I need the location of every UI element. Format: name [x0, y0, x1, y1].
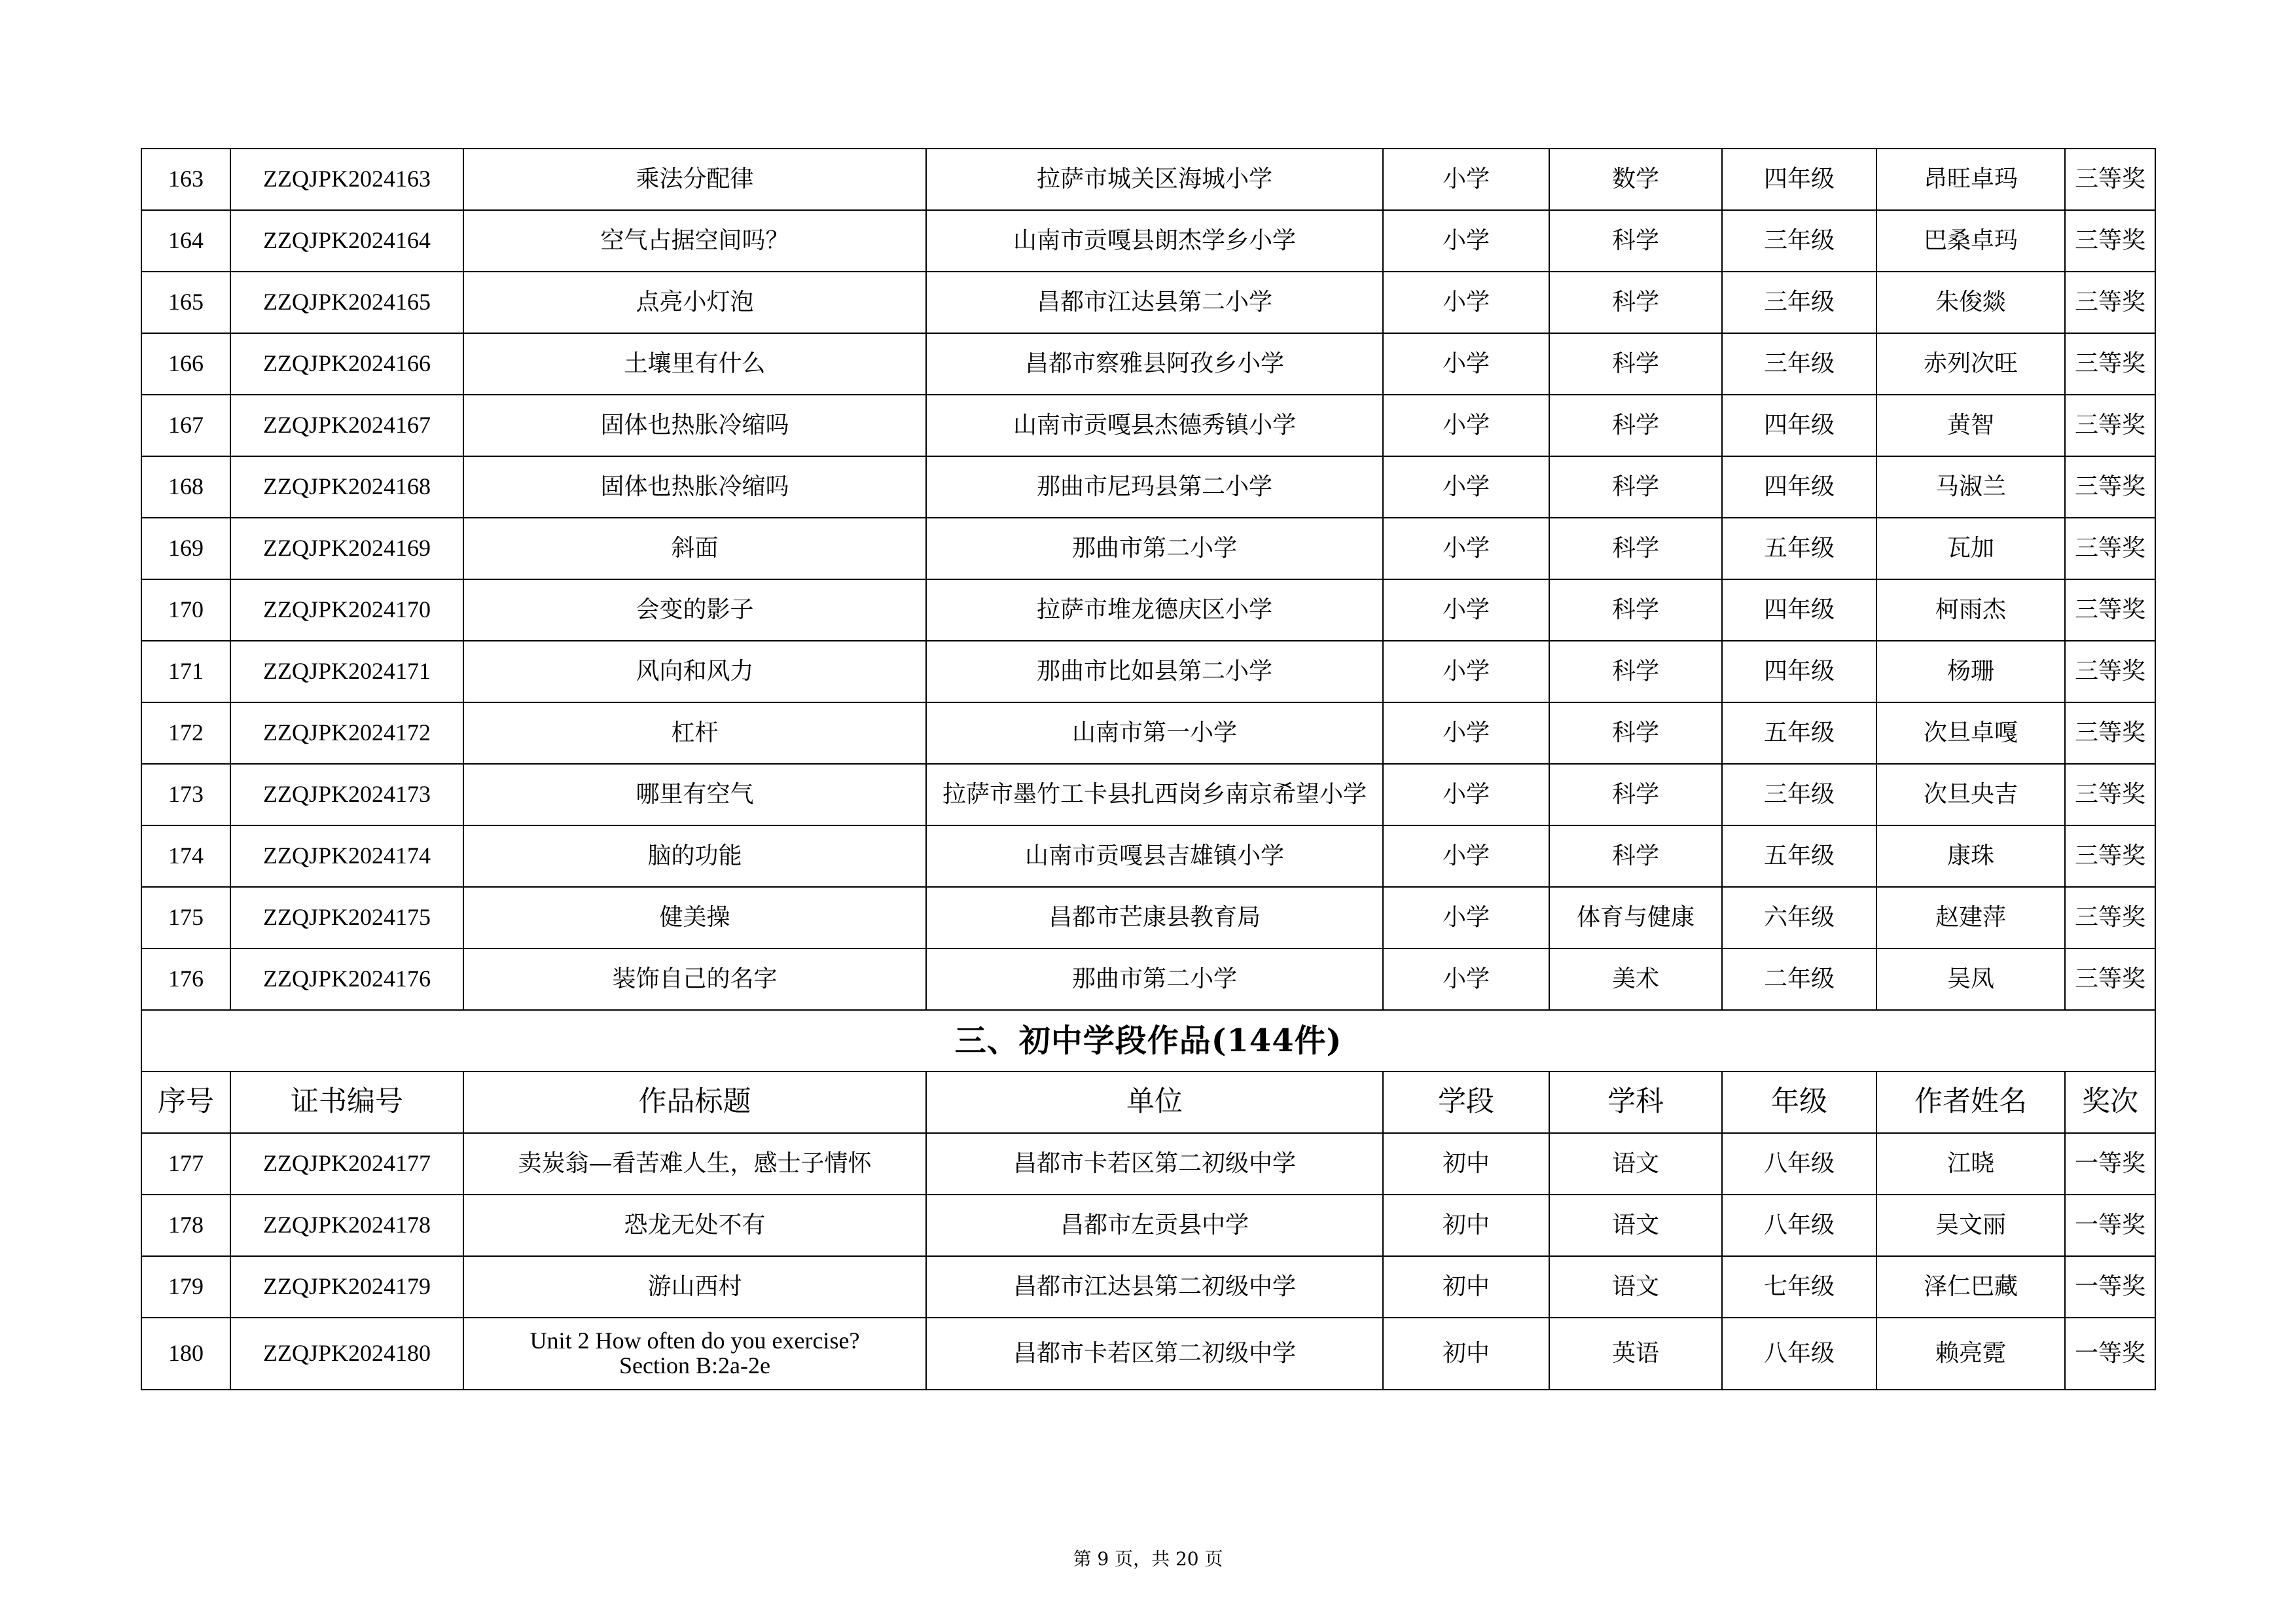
cell-no: 164 [141, 210, 230, 272]
cell-cert: ZZQJPK2024178 [230, 1195, 463, 1256]
cell-stage: 小学 [1383, 518, 1549, 579]
cell-award: 三等奖 [2065, 333, 2155, 395]
cell-grade: 四年级 [1722, 149, 1876, 210]
cell-no: 174 [141, 825, 230, 887]
table-row [141, 948, 2155, 1010]
cell-author: 赖亮霓 [1876, 1318, 2065, 1390]
table-row [141, 641, 2155, 702]
cell-grade: 三年级 [1722, 272, 1876, 333]
cell-award: 三等奖 [2065, 641, 2155, 702]
cell-cert: ZZQJPK2024167 [230, 395, 463, 456]
cell-unit: 那曲市比如县第二小学 [926, 641, 1383, 702]
table-row [141, 210, 2155, 272]
cell-stage: 小学 [1383, 948, 1549, 1010]
cell-stage: 小学 [1383, 333, 1549, 395]
header-award: 奖次 [2065, 1072, 2155, 1133]
cell-cert: ZZQJPK2024169 [230, 518, 463, 579]
cell-no: 168 [141, 456, 230, 518]
cell-cert: ZZQJPK2024175 [230, 887, 463, 948]
cell-title: 恐龙无处不有 [463, 1195, 926, 1256]
cell-unit: 山南市第一小学 [926, 702, 1383, 764]
cell-title: 风向和风力 [463, 641, 926, 702]
cell-grade: 三年级 [1722, 764, 1876, 825]
cell-unit: 拉萨市城关区海城小学 [926, 149, 1383, 210]
cell-no: 180 [141, 1318, 230, 1390]
header-author: 作者姓名 [1876, 1072, 2065, 1133]
cell-grade: 四年级 [1722, 641, 1876, 702]
section-title: 三、初中学段作品(144件) [141, 1010, 2155, 1072]
cell-stage: 小学 [1383, 641, 1549, 702]
table-row [141, 395, 2155, 456]
cell-no: 177 [141, 1133, 230, 1195]
cell-subject: 数学 [1549, 149, 1722, 210]
cell-subject: 科学 [1549, 641, 1722, 702]
header-grade: 年级 [1722, 1072, 1876, 1133]
cell-cert: ZZQJPK2024179 [230, 1256, 463, 1318]
cell-cert: ZZQJPK2024173 [230, 764, 463, 825]
cell-title: 固体也热胀冷缩吗 [463, 395, 926, 456]
cell-award: 三等奖 [2065, 579, 2155, 641]
cell-unit: 那曲市第二小学 [926, 948, 1383, 1010]
cell-unit: 山南市贡嘎县朗杰学乡小学 [926, 210, 1383, 272]
cell-title: 游山西村 [463, 1256, 926, 1318]
middle-school-section [141, 1010, 2155, 1133]
cell-stage: 初中 [1383, 1318, 1549, 1390]
cell-cert: ZZQJPK2024171 [230, 641, 463, 702]
cell-author: 朱俊燚 [1876, 272, 2065, 333]
cell-cert: ZZQJPK2024163 [230, 149, 463, 210]
cell-stage: 小学 [1383, 887, 1549, 948]
award-table [141, 148, 2156, 1390]
cell-cert: ZZQJPK2024165 [230, 272, 463, 333]
header-unit: 单位 [926, 1072, 1383, 1133]
cell-no: 178 [141, 1195, 230, 1256]
cell-author: 巴桑卓玛 [1876, 210, 2065, 272]
header-cert: 证书编号 [230, 1072, 463, 1133]
cell-no: 163 [141, 149, 230, 210]
cell-author: 江晓 [1876, 1133, 2065, 1195]
middle-school-rows [141, 1133, 2155, 1318]
cell-stage: 小学 [1383, 395, 1549, 456]
cell-unit: 山南市贡嘎县吉雄镇小学 [926, 825, 1383, 887]
cell-subject: 体育与健康 [1549, 887, 1722, 948]
cell-no: 173 [141, 764, 230, 825]
cell-author: 杨珊 [1876, 641, 2065, 702]
cell-subject: 科学 [1549, 395, 1722, 456]
cell-award: 一等奖 [2065, 1318, 2155, 1390]
cell-title: 哪里有空气 [463, 764, 926, 825]
cell-subject: 语文 [1549, 1256, 1722, 1318]
cell-title: 斜面 [463, 518, 926, 579]
cell-subject: 科学 [1549, 764, 1722, 825]
cell-grade: 八年级 [1722, 1133, 1876, 1195]
cell-unit: 昌都市江达县第二初级中学 [926, 1256, 1383, 1318]
header-title: 作品标题 [463, 1072, 926, 1133]
cell-grade: 四年级 [1722, 579, 1876, 641]
header-no: 序号 [141, 1072, 230, 1133]
cell-unit: 昌都市卡若区第二初级中学 [926, 1318, 1383, 1390]
cell-grade: 五年级 [1722, 702, 1876, 764]
cell-stage: 小学 [1383, 210, 1549, 272]
cell-stage: 小学 [1383, 579, 1549, 641]
cell-unit: 拉萨市堆龙德庆区小学 [926, 579, 1383, 641]
cell-award: 三等奖 [2065, 825, 2155, 887]
cell-award: 三等奖 [2065, 210, 2155, 272]
cell-author: 康珠 [1876, 825, 2065, 887]
cell-title: 固体也热胀冷缩吗 [463, 456, 926, 518]
section-title-row [141, 1010, 2155, 1072]
table-row [141, 333, 2155, 395]
cell-award: 一等奖 [2065, 1256, 2155, 1318]
cell-title: 脑的功能 [463, 825, 926, 887]
cell-author: 瓦加 [1876, 518, 2065, 579]
cell-stage: 初中 [1383, 1133, 1549, 1195]
cell-subject: 科学 [1549, 702, 1722, 764]
cell-title [463, 1318, 926, 1390]
cell-subject: 科学 [1549, 456, 1722, 518]
cell-title: 空气占据空间吗？ [463, 210, 926, 272]
cell-title: 土壤里有什么 [463, 333, 926, 395]
table-row [141, 887, 2155, 948]
cell-subject: 科学 [1549, 272, 1722, 333]
cell-award: 三等奖 [2065, 456, 2155, 518]
cell-stage: 小学 [1383, 825, 1549, 887]
cell-title: 会变的影子 [463, 579, 926, 641]
cell-unit: 拉萨市墨竹工卡县扎西岗乡南京希望小学 [926, 764, 1383, 825]
cell-stage: 小学 [1383, 272, 1549, 333]
cell-grade: 二年级 [1722, 948, 1876, 1010]
cell-no: 176 [141, 948, 230, 1010]
header-row [141, 1072, 2155, 1133]
cell-title: 健美操 [463, 887, 926, 948]
cell-author: 昂旺卓玛 [1876, 149, 2065, 210]
cell-award: 三等奖 [2065, 887, 2155, 948]
cell-stage: 小学 [1383, 764, 1549, 825]
cell-award: 三等奖 [2065, 948, 2155, 1010]
cell-no: 167 [141, 395, 230, 456]
cell-subject: 美术 [1549, 948, 1722, 1010]
table-row [141, 1318, 2155, 1390]
cell-cert: ZZQJPK2024170 [230, 579, 463, 641]
cell-grade: 六年级 [1722, 887, 1876, 948]
table-row [141, 1256, 2155, 1318]
cell-unit: 昌都市左贡县中学 [926, 1195, 1383, 1256]
cell-grade: 三年级 [1722, 210, 1876, 272]
cell-title: 乘法分配律 [463, 149, 926, 210]
cell-author: 柯雨杰 [1876, 579, 2065, 641]
cell-no: 169 [141, 518, 230, 579]
cell-award: 三等奖 [2065, 395, 2155, 456]
cell-no: 172 [141, 702, 230, 764]
cell-cert: ZZQJPK2024166 [230, 333, 463, 395]
cell-unit: 那曲市尼玛县第二小学 [926, 456, 1383, 518]
table-row [141, 272, 2155, 333]
cell-unit: 昌都市江达县第二小学 [926, 272, 1383, 333]
cell-author: 赵建萍 [1876, 887, 2065, 948]
cell-grade: 八年级 [1722, 1195, 1876, 1256]
cell-no: 166 [141, 333, 230, 395]
cell-grade: 五年级 [1722, 825, 1876, 887]
cell-title: 杠杆 [463, 702, 926, 764]
cell-subject: 科学 [1549, 333, 1722, 395]
cell-award: 三等奖 [2065, 149, 2155, 210]
cell-cert: ZZQJPK2024172 [230, 702, 463, 764]
cell-title-line2: Section B:2a-2e [619, 1352, 770, 1379]
cell-subject: 科学 [1549, 825, 1722, 887]
cell-stage: 初中 [1383, 1256, 1549, 1318]
cell-no: 170 [141, 579, 230, 641]
last-row-group [141, 1318, 2155, 1390]
page-footer: 第 9 页，共 20 页 [1073, 1548, 1223, 1570]
cell-unit: 昌都市芒康县教育局 [926, 887, 1383, 948]
cell-cert: ZZQJPK2024177 [230, 1133, 463, 1195]
cell-grade: 四年级 [1722, 456, 1876, 518]
cell-author: 次旦央吉 [1876, 764, 2065, 825]
cell-no: 165 [141, 272, 230, 333]
cell-title: 卖炭翁—看苦难人生，感士子情怀 [463, 1133, 926, 1195]
cell-no: 179 [141, 1256, 230, 1318]
cell-subject: 科学 [1549, 579, 1722, 641]
cell-unit: 山南市贡嘎县杰德秀镇小学 [926, 395, 1383, 456]
table-row [141, 579, 2155, 641]
cell-stage: 小学 [1383, 702, 1549, 764]
cell-cert: ZZQJPK2024168 [230, 456, 463, 518]
cell-author: 黄智 [1876, 395, 2065, 456]
header-subject: 学科 [1549, 1072, 1722, 1133]
table-row [141, 764, 2155, 825]
table-row [141, 702, 2155, 764]
cell-stage: 初中 [1383, 1195, 1549, 1256]
cell-grade: 七年级 [1722, 1256, 1876, 1318]
table-row [141, 456, 2155, 518]
cell-subject: 语文 [1549, 1195, 1722, 1256]
cell-cert: ZZQJPK2024180 [230, 1318, 463, 1390]
table-row [141, 518, 2155, 579]
cell-grade: 三年级 [1722, 333, 1876, 395]
cell-no: 175 [141, 887, 230, 948]
cell-author: 吴凤 [1876, 948, 2065, 1010]
table-row [141, 149, 2155, 210]
table-row [141, 1133, 2155, 1195]
cell-cert: ZZQJPK2024164 [230, 210, 463, 272]
cell-grade: 四年级 [1722, 395, 1876, 456]
primary-school-rows [141, 149, 2155, 1010]
cell-award: 三等奖 [2065, 764, 2155, 825]
cell-title-line1: Unit 2 How often do you exercise? [529, 1327, 860, 1354]
cell-subject: 语文 [1549, 1133, 1722, 1195]
cell-title: 装饰自己的名字 [463, 948, 926, 1010]
header-stage: 学段 [1383, 1072, 1549, 1133]
table-row [141, 1195, 2155, 1256]
cell-author: 吴文丽 [1876, 1195, 2065, 1256]
cell-subject: 科学 [1549, 210, 1722, 272]
cell-subject: 科学 [1549, 518, 1722, 579]
cell-stage: 小学 [1383, 149, 1549, 210]
cell-author: 泽仁巴藏 [1876, 1256, 2065, 1318]
cell-award: 三等奖 [2065, 518, 2155, 579]
cell-unit: 那曲市第二小学 [926, 518, 1383, 579]
cell-award: 一等奖 [2065, 1133, 2155, 1195]
cell-author: 马淑兰 [1876, 456, 2065, 518]
cell-award: 三等奖 [2065, 272, 2155, 333]
cell-cert: ZZQJPK2024176 [230, 948, 463, 1010]
cell-author: 赤列次旺 [1876, 333, 2065, 395]
cell-stage: 小学 [1383, 456, 1549, 518]
cell-cert: ZZQJPK2024174 [230, 825, 463, 887]
cell-subject: 英语 [1549, 1318, 1722, 1390]
cell-author: 次旦卓嘎 [1876, 702, 2065, 764]
cell-grade: 五年级 [1722, 518, 1876, 579]
cell-unit: 昌都市卡若区第二初级中学 [926, 1133, 1383, 1195]
table-row [141, 825, 2155, 887]
cell-award: 一等奖 [2065, 1195, 2155, 1256]
cell-title: 点亮小灯泡 [463, 272, 926, 333]
cell-no: 171 [141, 641, 230, 702]
cell-award: 三等奖 [2065, 702, 2155, 764]
cell-unit: 昌都市察雅县阿孜乡小学 [926, 333, 1383, 395]
cell-grade: 八年级 [1722, 1318, 1876, 1390]
